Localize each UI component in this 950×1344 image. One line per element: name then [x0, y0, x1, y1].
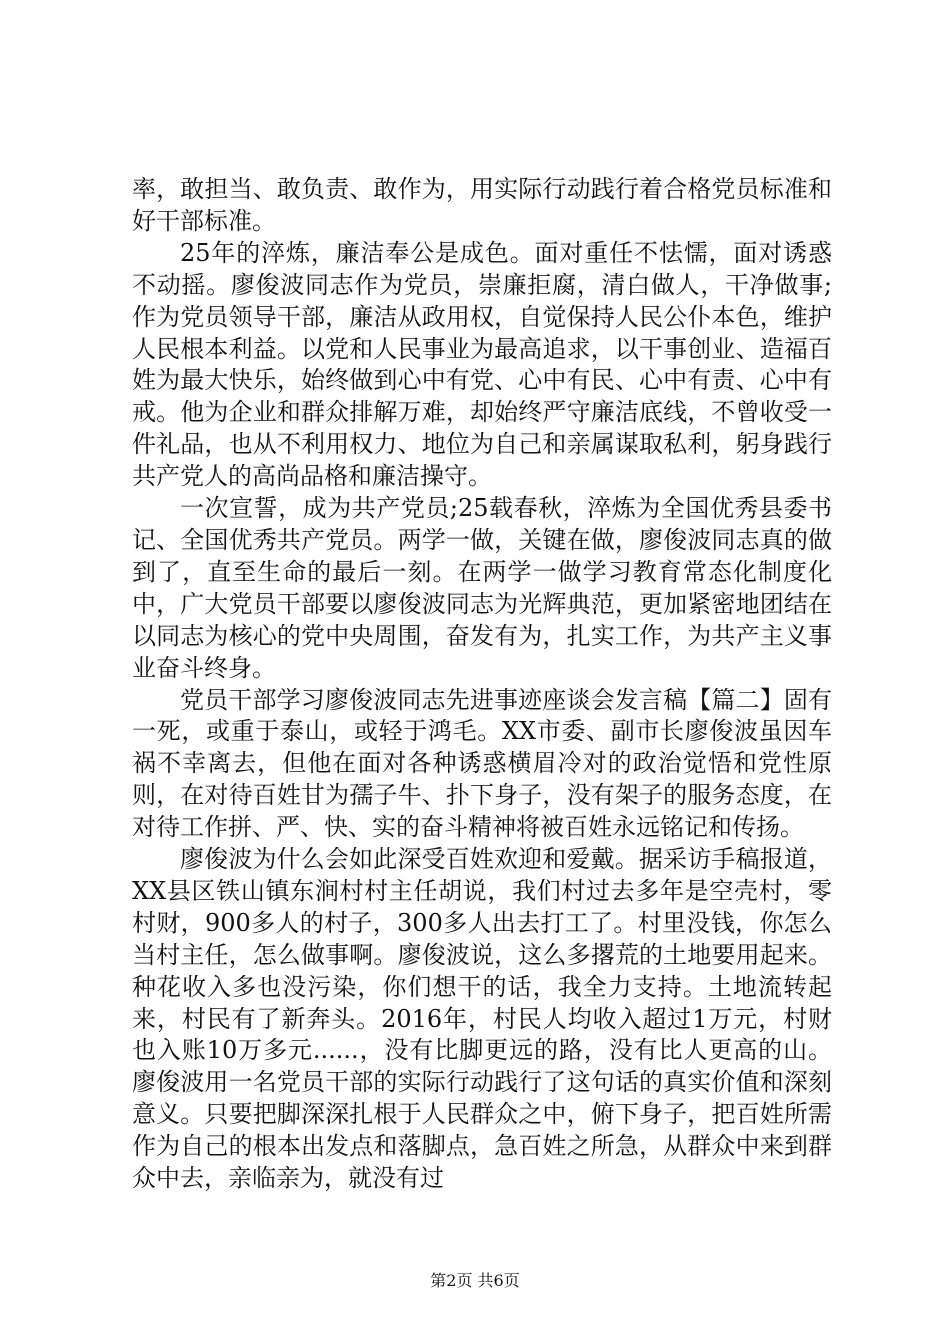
page-number-footer: 第2页 共6页 [430, 1271, 520, 1290]
paragraph-integrity: 25年的淬炼，廉洁奉公是成色。面对重任不怯懦，面对诱惑不动摇。廖俊波同志作为党员，崇廉拒腐，清白做人，干净做事;作为党员领导干部，廉洁从政用权，自觉保持人民公仆本色，维护人民根本利益。以党和人民事业为最高追求，以干事创业、造福百姓为最大快乐，始终做到心中有党、心中有民、心中有责、心中有戒。他为企业和群众排解万难，却始终严守廉洁底线，不曾收受一件礼品，也从不利用权力、地位为自己和亲属谋取私利，躬身践行共产党人的高尚品格和廉洁操守。 [132, 238, 832, 491]
paragraph-continuation: 率，敢担当、敢负责、敢作为，用实际行动践行着合格党员标准和好干部标准。 [132, 175, 832, 235]
document-body [132, 174, 832, 1195]
paragraph-village-story: 廖俊波为什么会如此深受百姓欢迎和爱戴。据采访手稿报道，XX县区铁山镇东涧村村主任胡说，我们村过去多年是空壳村，零村财，900多人的村子，300多人出去打工了。村里没钱，你怎么当村主任，怎么做事啊。廖俊波说，这么多撂荒的土地要用起来。种花收入多也没污染，你们想干的话，我全力支持。土地流转起来，村民有了新奔头。2016年，村民人均收入超过1万元，村财也入账10万多元......，没有比脚更远的路，没有比人更高的山。廖俊波用一名党员干部的实际行动践行了这句话的真实价值和深刻意义。只要把脚深深扎根于人民群众之中，俯下身子，把百姓所需作为自己的根本出发点和落脚点，急百姓之所急，从群众中来到群众中去，亲临亲为，就没有过 [132, 845, 832, 1193]
paragraph-speech-part-two: 党员干部学习廖俊波同志先进事迹座谈会发言稿【篇二】固有一死，或重于泰山，或轻于鸿毛。XX市委、副市长廖俊波虽因车祸不幸离去，但他在面对各种诱惑横眉冷对的政治觉悟和党性原则，在对待百姓甘为孺子牛、扑下身子，没有架子的服务态度，在对待工作拼、严、快、实的奋斗精神将被百姓永远铭记和传扬。 [132, 685, 832, 842]
paragraph-oath: 一次宣誓，成为共产党员;25载春秋，淬炼为全国优秀县委书记、全国优秀共产党员。两学一做，关键在做，廖俊波同志真的做到了，直至生命的最后一刻。在两学一做学习教育常态化制度化中，广大党员干部要以廖俊波同志为光辉典范，更加紧密地团结在以同志为核心的党中央周围，奋发有为，扎实工作，为共产主义事业奋斗终身。 [132, 494, 832, 682]
